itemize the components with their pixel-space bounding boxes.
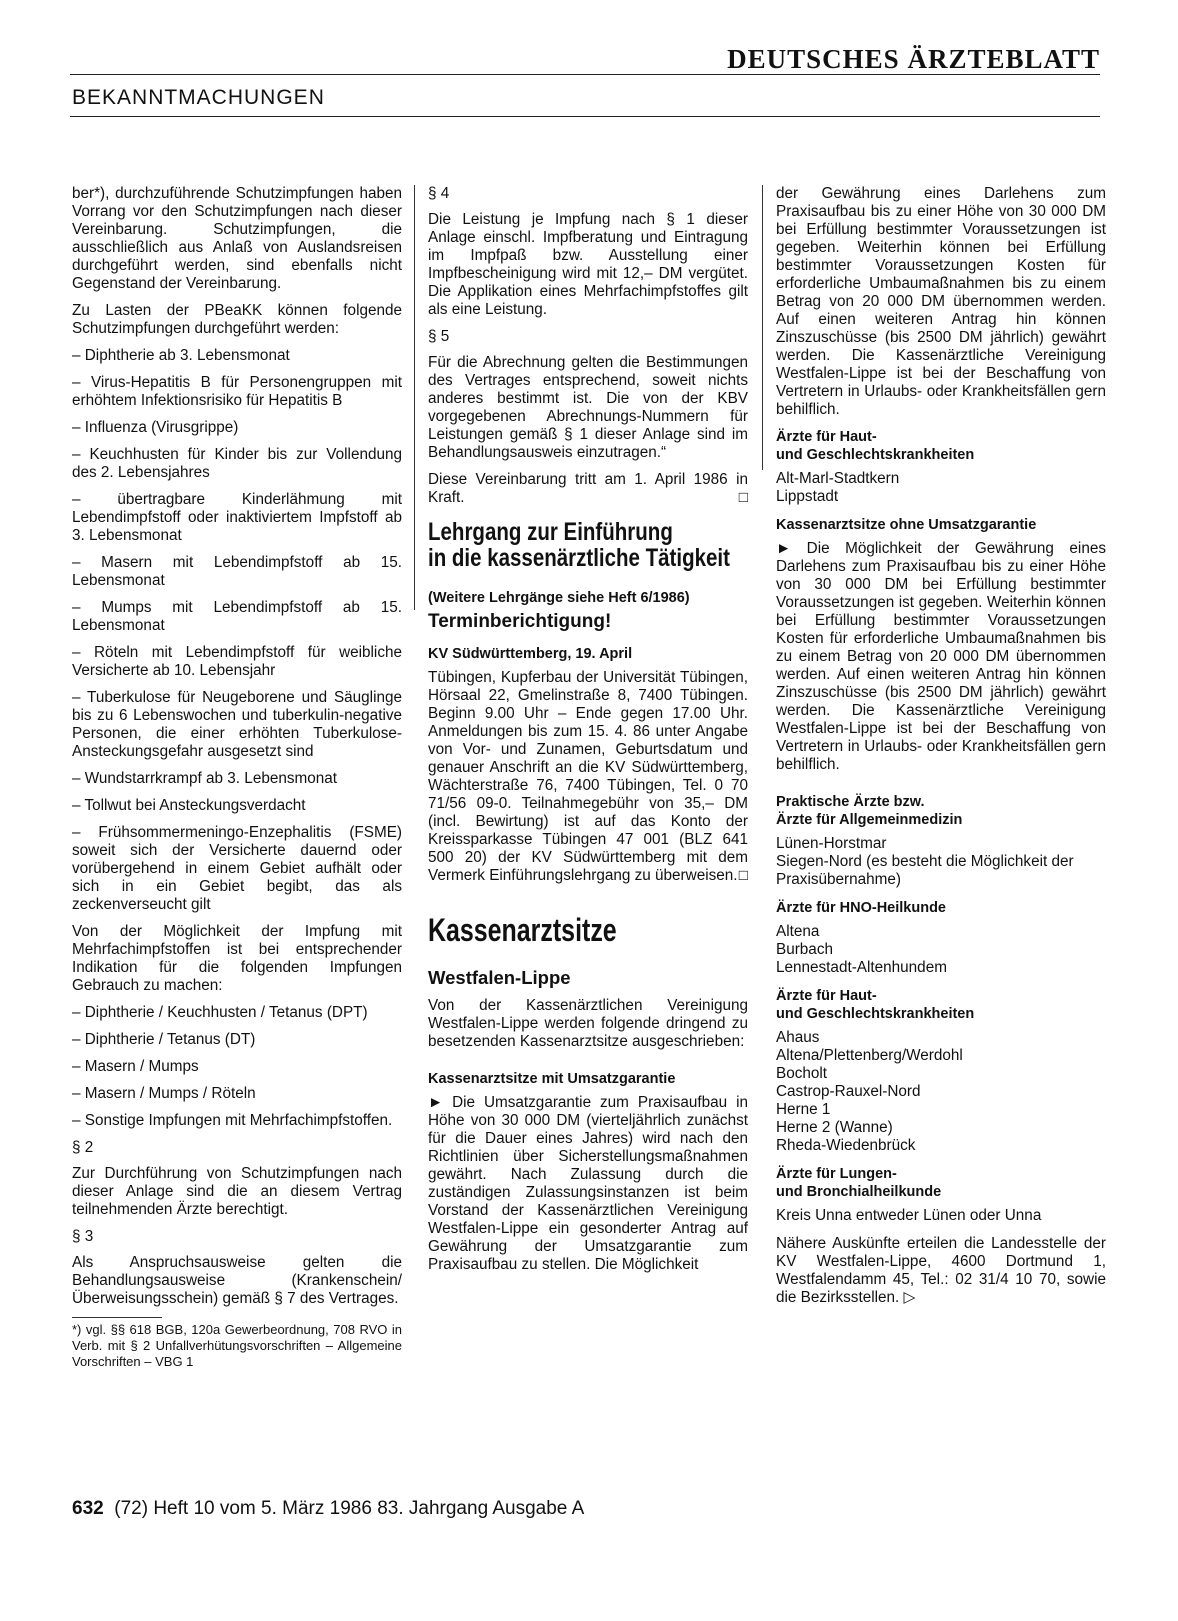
list-item: – Tollwut bei Ansteckungsverdacht (72, 797, 306, 814)
section-symbol: § 4 (428, 185, 450, 202)
subheading: KV Südwürttemberg, 19. April (428, 646, 633, 662)
list-item: – Mumps mit Lebendimpfstoff ab 15. Lebensmonat (72, 599, 402, 634)
heading-line: und Geschlechtskrankheiten (776, 1006, 975, 1022)
paragraph: ber*), durchzuführende Schutzimpfungen haben Vorrang vor den Schutzimpfungen nach dieser Vereinbarung. Schutzimpfungen, die ausschließlich aus Anlaß von Auslandsreisen durchgeführt werden, sind ebenfalls nicht Gegenstand der Vereinbarung. (72, 185, 402, 292)
list-item: Kreis Unna entweder Lünen oder Unna (776, 1207, 1042, 1224)
column-divider (414, 185, 415, 610)
list-item: Altena/Plettenberg/Werdohl (776, 1047, 963, 1064)
header-rule (70, 74, 1100, 75)
issue-info: (72) Heft 10 vom 5. März 1986 83. Jahrgang Ausgabe A (114, 1498, 585, 1519)
paragraph: der Gewährung eines Darlehens zum Praxisaufbau bis zu einer Höhe von 30 000 DM bei Erfüllung bestimmter Voraussetzungen ist gegeben. Weiterhin können bei Erfüllung bestimmter Voraussetzungen Kosten für erforderliche Umbaumaßnahmen bis zu einem Betrag von 20 000 DM übernommen werden. Auf einen weiteren Antrag hin können Zinszuschüsse (bis 2500 DM jährlich) gewährt werden. Die Kassenärztliche Vereinigung Westfalen-Lippe ist bei der Beschaffung von Vertretern in Urlaubs- oder Krankheitsfällen gern behilflich. (776, 185, 1106, 418)
headline-line: Lehrgang zur Einführung (428, 518, 673, 546)
list-item: – Frühsommermeningo-Enzephalitis (FSME) soweit sich der Versicherte dauernd oder vorübergehend in einem Gebiet aufhält oder sich in ein Gebiet begibt, das als zeckenverseucht gilt (72, 824, 402, 913)
spacer (776, 1225, 1106, 1235)
spacer (776, 506, 1106, 516)
paragraph (428, 471, 748, 507)
footnote-rule (72, 1317, 162, 1318)
paragraph-text: Diese Vereinbarung tritt am 1. April 1986 in Kraft. (428, 471, 748, 506)
list-item: Herne 1 (776, 1101, 831, 1118)
heading-line: Praktische Ärzte bzw. (776, 794, 925, 810)
spacer (776, 783, 1106, 793)
spacer (776, 889, 1106, 899)
column-1 (72, 185, 402, 1379)
paragraph: Nähere Auskünfte erteilen die Landesstelle der KV Westfalen-Lippe, 4600 Dortmund 1, Westfalendamm 45, Tel.: 02 31/4 10 70, sowie die Bezirksstellen. ▷ (776, 1235, 1106, 1306)
list-item: Lünen-Horstmar (776, 835, 887, 852)
list-item: – Röteln mit Lebendimpfstoff für weibliche Versicherte ab 10. Lebensjahr (72, 644, 402, 679)
footnote: *) vgl. §§ 618 BGB, 120a Gewerbeordnung, 708 RVO in Verb. mit § 2 Unfallverhütungsvorschriften – Allgemeine Vorschriften – VBG 1 (72, 1322, 402, 1369)
list-item: – Masern / Mumps (72, 1058, 199, 1075)
list-item: – Diphtherie / Keuchhusten / Tetanus (DPT) (72, 1004, 368, 1021)
list-item: – Keuchhusten für Kinder bis zur Vollendung des 2. Lebensjahres (72, 446, 402, 481)
list-item: – Diphtherie / Tetanus (DT) (72, 1031, 256, 1048)
subheading (776, 1165, 1106, 1201)
subheading: Terminberichtigung! (428, 611, 612, 632)
article-headline (428, 518, 730, 572)
heading-line: und Bronchialheilkunde (776, 1184, 942, 1200)
paragraph: Zur Durchführung von Schutzimpfungen nach dieser Anlage sind die an diesem Vertrag teilnehmenden Ärzte berechtigt. (72, 1165, 402, 1218)
list-item: Herne 2 (Wanne) (776, 1119, 893, 1136)
paragraph: Von der Kassenärztlichen Vereinigung Westfalen-Lippe werden folgende dringend zu besetzenden Kassenarztsitze ausgeschrieben: (428, 997, 748, 1050)
subheading: Westfalen-Lippe (428, 967, 571, 988)
section-symbol: § 5 (428, 328, 450, 345)
list-item: – übertragbare Kinderlähmung mit Lebendimpfstoff oder inaktiviertem Impfstoff ab 3. Lebensmonat (72, 491, 402, 544)
subheading: (Weitere Lehrgänge siehe Heft 6/1986) (428, 590, 690, 606)
paragraph: Für die Abrechnung gelten die Bestimmungen des Vertrages entsprechend, soweit nichts anderes bestimmt ist. Die von der KBV vorgegebenen Abrechnungs-Nummern für Leistungen gemäß § 1 dieser Anlage sind im Behandlungsausweis einzutragen.“ (428, 354, 748, 461)
list-item: – Virus-Hepatitis B für Personengruppen mit erhöhtem Infektionsrisiko für Hepatitis B (72, 374, 402, 409)
paragraph: Als Anspruchsausweise gelten die Behandlungsausweise (Krankenschein/ Überweisungsschein) gemäß § 7 des Vertrages. (72, 1254, 402, 1307)
heading-line: Ärzte für Haut- (776, 988, 877, 1004)
spacer (776, 1155, 1106, 1165)
end-mark-icon: □ (738, 489, 748, 506)
list-item: – Masern mit Lebendimpfstoff ab 15. Lebensmonat (72, 554, 402, 589)
list-item: Burbach (776, 941, 833, 958)
paragraph-text: Tübingen, Kupferbau der Universität Tübingen, Hörsaal 22, Gmelinstraße 8, 7400 Tübingen. Beginn 9.00 Uhr – Ende gegen 17.00 Uhr. Anmeldungen bis zum 15. 4. 86 unter Angabe von Vor- und Zunamen, Geburtsdatum und genauer Anschrift an die KV Südwürttemberg, Wächterstraße 76, 7400 Tübingen, Tel. 0 70 71/56 09-0. Teilnahmegebühr von 35,– DM (incl. Bewirtung) ist auf das Konto der Kreissparkasse Tübingen 47 001 (BLZ 641 500 20) der KV Südwürttemberg mit dem Vermerk Einführungslehrgang zu überweisen. (428, 669, 748, 884)
column-2 (428, 185, 748, 1283)
list-item: – Tuberkulose für Neugeborene und Säuglinge bis zu 6 Lebenswochen und tuberkulin-negative Personen, die einer erhöhten Tuberkulose-Ansteckungsgefahr ausgesetzt sind (72, 689, 402, 760)
list-item: Lennestadt-Altenhundem (776, 959, 947, 976)
spacer (428, 1060, 748, 1070)
list-item: – Masern / Mumps / Röteln (72, 1085, 256, 1102)
subheading: Kassenarztsitze mit Umsatzgarantie (428, 1071, 676, 1087)
column-3 (776, 185, 1106, 1316)
subheading (776, 987, 1106, 1023)
list-item: Siegen-Nord (es besteht die Möglichkeit der Praxisübernahme) (776, 853, 1074, 888)
list-item: Ahaus (776, 1029, 820, 1046)
end-mark-icon: □ (738, 867, 748, 884)
headline-line: in die kassenärztliche Tätigkeit (428, 544, 730, 572)
list-item: Lippstadt (776, 488, 839, 505)
spacer (776, 977, 1106, 987)
section-title: BEKANNTMACHUNGEN (72, 86, 325, 109)
list-item: Altena (776, 923, 820, 940)
list-item: – Influenza (Virusgrippe) (72, 419, 239, 436)
page-footer (72, 1498, 584, 1520)
paragraph: Die Leistung je Impfung nach § 1 dieser Anlage einschl. Impfberatung und Eintragung im Impfpaß bzw. Ausstellung einer Impfbescheinigung wird mit 12,– DM vergütet. Die Applikation eines Mehrfachimpfstoffes gilt als eine Leistung. (428, 211, 748, 318)
subheading (776, 793, 1106, 829)
heading-line: und Geschlechtskrankheiten (776, 447, 975, 463)
subheading (776, 428, 1106, 464)
list-item: Rheda-Wiedenbrück (776, 1137, 916, 1154)
paragraph: Zu Lasten der PBeaKK können folgende Schutzimpfungen durchgeführt werden: (72, 302, 402, 337)
list-item: – Diphtherie ab 3. Lebensmonat (72, 347, 290, 364)
paragraph (428, 669, 748, 885)
article-headline: Kassenarztsitze (428, 912, 617, 948)
paragraph: ► Die Möglichkeit der Gewährung eines Darlehens zum Praxisaufbau bis zu einer Höhe von 30 000 DM bei Erfüllung bestimmter Voraussetzungen ist gegeben. Weiterhin können bei Erfüllung bestimmter Voraussetzungen Kosten für erforderliche Umbaumaßnahmen bis zu einem Betrag von 20 000 DM übernommen werden. Auf einen weiteren Antrag hin können Zinszuschüsse (bis 2500 DM jährlich) gewährt werden. Die Kassenärztliche Vereinigung Westfalen-Lippe ist bei der Beschaffung von Vertretern in Urlaubs- oder Krankheitsfällen gern behilflich. (776, 540, 1106, 773)
section-rule (70, 116, 1100, 117)
heading-line: Ärzte für Allgemeinmedizin (776, 812, 963, 828)
column-divider (762, 185, 763, 470)
masthead: DEUTSCHES ÄRZTEBLATT (727, 44, 1100, 74)
list-item: Alt-Marl-Stadtkern (776, 470, 900, 487)
paragraph: Von der Möglichkeit der Impfung mit Mehrfachimpfstoffen ist bei entsprechender Indikation für die folgenden Impfungen Gebrauch zu machen: (72, 923, 402, 994)
heading-line: Ärzte für Haut- (776, 429, 877, 445)
subheading: Ärzte für HNO-Heilkunde (776, 900, 946, 916)
page-number: 632 (72, 1498, 104, 1519)
heading-line: Ärzte für Lungen- (776, 1166, 897, 1182)
subheading: Kassenarztsitze ohne Umsatzgarantie (776, 517, 1037, 533)
list-item: – Wundstarrkrampf ab 3. Lebensmonat (72, 770, 338, 787)
list-item: Bocholt (776, 1065, 828, 1082)
paragraph: ► Die Umsatzgarantie zum Praxisaufbau in Höhe von 30 000 DM (vierteljährlich zunächst für die Dauer eines Jahres) wird nach den Richtlinien über Sicherstellungsmaßnahmen gewährt. Nach Zulassung durch die zuständigen Zulassungsinstanzen ist beim Vorstand der Kassenärztlichen Vereinigung Westfalen-Lippe ein gesonderter Antrag auf Gewährung der Umsatzgarantie zum Praxisaufbau zu stellen. Die Möglichkeit (428, 1094, 748, 1273)
list-item: – Sonstige Impfungen mit Mehrfachimpfstoffen. (72, 1112, 393, 1129)
section-symbol: § 2 (72, 1139, 94, 1156)
section-symbol: § 3 (72, 1228, 94, 1245)
list-item: Castrop-Rauxel-Nord (776, 1083, 921, 1100)
